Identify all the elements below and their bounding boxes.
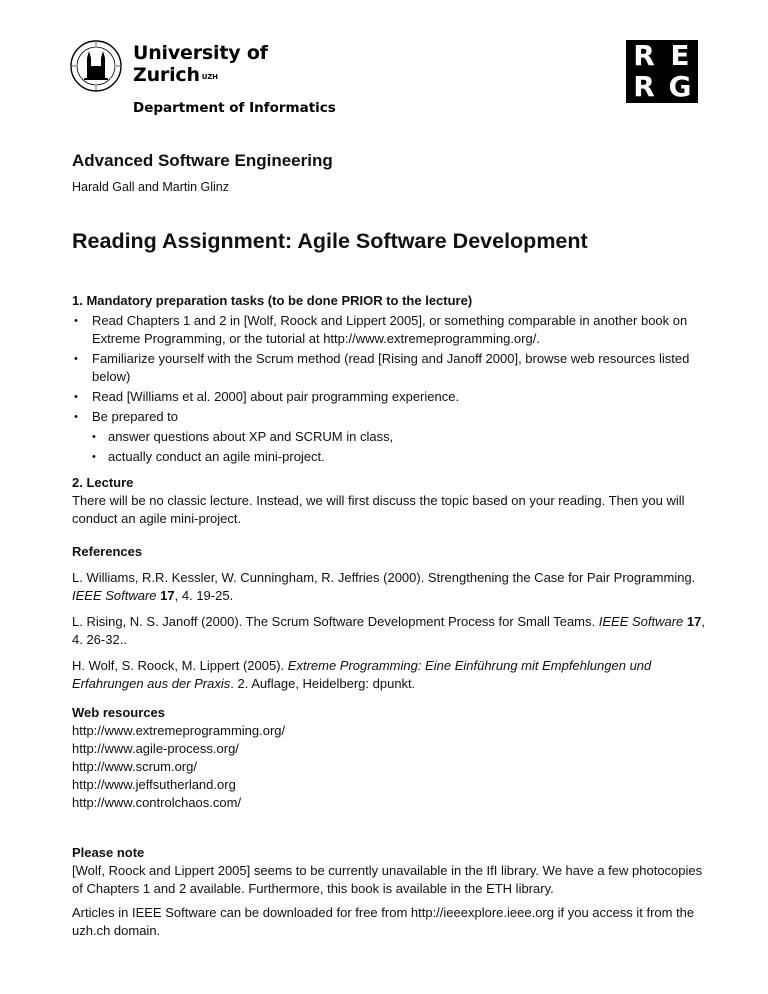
section-lecture [72, 474, 712, 528]
please-note-paragraph: Articles in IEEE Software can be downloaded for free from http://ieeexplore.ieee.org if you access it from the uzh.ch domain. [72, 905, 695, 938]
uzh-superscript: UZH [201, 73, 218, 81]
university-name [133, 42, 268, 86]
reference-journal: IEEE Software [598, 614, 684, 629]
section-preparation-heading: 1. Mandatory preparation tasks (to be done PRIOR to the lecture) [72, 293, 473, 308]
reference-text: H. Wolf, S. Roock, M. Lippert (2005). [72, 658, 288, 673]
web-resource-link[interactable]: http://www.controlchaos.com/ [72, 795, 242, 810]
course-authors: Harald Gall and Martin Glinz [72, 180, 230, 194]
reference-volume: 17 [160, 588, 175, 603]
reference-volume: 17 [686, 614, 702, 629]
preparation-sublist [92, 428, 712, 466]
university-seal-logo [70, 40, 122, 92]
preparation-item: • Read [Williams et al. 2000] about pair programming experience. [72, 388, 712, 406]
preparation-item: • Read Chapters 1 and 2 in [Wolf, Roock and Lippert 2005], or something comparable in another book on Extreme Programming, or the tutorial at http://www.extremeprogramming.org/. [72, 312, 712, 348]
reference-pages: , 4. 26-32.. [72, 614, 705, 647]
rerg-letter-g: G [662, 72, 698, 104]
web-resource-link[interactable]: http://www.jeffsutherland.org [72, 777, 236, 792]
please-note-heading: Please note [72, 845, 145, 860]
preparation-subitem: • actually conduct an agile mini-project. [92, 448, 712, 466]
reference-book-title: Extreme Programming: Eine Einführung mit Empfehlungen und Erfahrungen aus der Praxis [72, 658, 652, 691]
reference-text: L. Williams, R.R. Kessler, W. Cunningham, R. Jeffries (2000). Strengthening the Case for Pair Programming. [72, 570, 696, 585]
university-name-line1: University of [133, 42, 268, 64]
reference-text: L. Rising, N. S. Janoff (2000). The Scrum Software Development Process for Small Teams. [72, 614, 599, 629]
reference-item [72, 657, 712, 693]
department-name: Department of Informatics [133, 100, 336, 116]
rerg-letter-r1: R [626, 40, 662, 72]
reference-item [72, 569, 712, 605]
assignment-title: Reading Assignment: Agile Software Development [72, 229, 588, 253]
section-preparation [72, 292, 712, 468]
web-resource-link[interactable]: http://www.extremeprogramming.org/ [72, 723, 286, 738]
please-note-paragraph: [Wolf, Roock and Lippert 2005] seems to be currently unavailable in the IfI library. We have a few photocopies of Chapters 1 and 2 available. Furthermore, this book is available in the ETH library. [72, 863, 703, 896]
web-resources-heading: Web resources [72, 705, 165, 720]
section-web-resources [72, 704, 712, 812]
web-resource-link[interactable]: http://www.scrum.org/ [72, 759, 197, 774]
rerg-letter-r2: R [626, 72, 662, 104]
section-lecture-text: There will be no classic lecture. Instead, we will first discuss the topic based on your reading. Then you will conduct an agile mini-project. [72, 493, 685, 526]
section-lecture-heading: 2. Lecture [72, 475, 134, 490]
preparation-item-label: Be prepared to [92, 409, 179, 424]
reference-pages: , 4. 19-25. [174, 588, 234, 603]
section-please-note [72, 844, 712, 940]
university-name-line2 [133, 64, 268, 86]
section-references [72, 543, 712, 693]
reference-journal: IEEE Software [72, 588, 157, 603]
preparation-item: • Familiarize yourself with the Scrum method (read [Rising and Janoff 2000], browse web resources listed below) [72, 350, 712, 386]
preparation-list [72, 312, 712, 466]
preparation-item [72, 408, 712, 466]
preparation-subitem: • answer questions about XP and SCRUM in class, [92, 428, 712, 446]
web-resource-link[interactable]: http://www.agile-process.org/ [72, 741, 239, 756]
rerg-letter-e: E [662, 40, 698, 72]
course-title: Advanced Software Engineering [72, 151, 333, 170]
reference-publisher: . 2. Auflage, Heidelberg: dpunkt. [230, 676, 416, 691]
references-heading: References [72, 544, 143, 559]
university-city: Zurich [133, 64, 200, 86]
rerg-logo [626, 40, 698, 103]
reference-item [72, 613, 712, 649]
